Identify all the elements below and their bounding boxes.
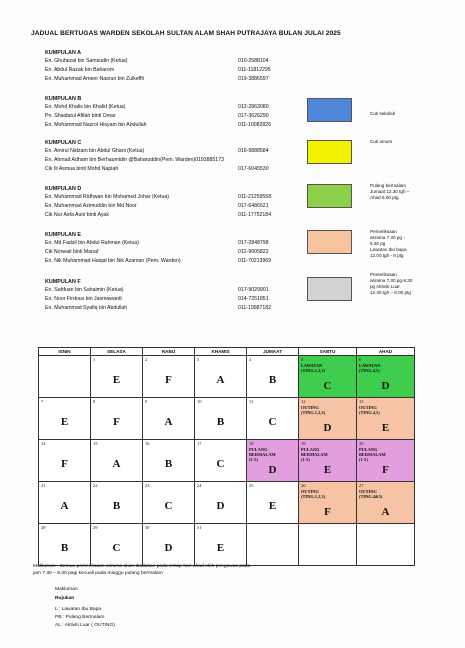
duty-group-letter: F — [382, 464, 389, 476]
duty-group-letter: B — [216, 416, 225, 428]
duty-calendar — [38, 347, 415, 566]
group-a — [45, 50, 345, 85]
day-number: 19 — [301, 441, 306, 446]
calendar-day-cell — [299, 482, 357, 524]
calendar-day-cell — [195, 356, 247, 398]
member-name: En. Ahmad Adham bin Berhaumidin @Baharuddin(Pem. Warden)0193885173 — [45, 157, 224, 163]
calendar-day-cell — [143, 482, 195, 524]
day-number: 17 — [197, 441, 202, 446]
day-number: 10 — [197, 399, 202, 404]
duty-group-letter: B — [112, 500, 121, 512]
legend-label: Pulang bermalam Jumaat 12.30 tgh – Ahad 6.00 ptg — [370, 183, 410, 200]
calendar-day-cell — [299, 440, 357, 482]
footer-item-lawatan: L : Lawatan Ibu Bapa — [55, 607, 102, 612]
day-number: 22 — [93, 483, 98, 488]
day-number: 13 — [359, 399, 364, 404]
legend-swatch — [307, 140, 352, 164]
calendar-week-row — [39, 524, 415, 566]
document-title: JADUAL BERTUGAS WARDEN SEKOLAH SULTAN ALAM SHAH PUTRAJAYA BULAN JULAI 2025 — [31, 30, 341, 37]
calendar-day-cell — [143, 524, 195, 566]
duty-group-letter: B — [60, 542, 69, 554]
member-phone: 012-2863080 — [238, 104, 269, 110]
calendar-day-cell — [39, 524, 91, 566]
member-row — [45, 194, 345, 203]
member-phone: 011-21259558 — [238, 194, 272, 200]
duty-group-letter: A — [112, 458, 121, 470]
day-number: 18 — [249, 441, 254, 446]
footer-item-aktiviti: AL : Aktiviti Luar ( OUTING) — [55, 623, 115, 628]
group-b — [45, 96, 345, 131]
day-header-khamis: KHAMIS — [195, 348, 247, 356]
day-activity-note: OUTING (TING.1,2,3) — [301, 489, 326, 499]
calendar-day-cell — [91, 356, 143, 398]
day-number: 26 — [301, 483, 306, 488]
member-row — [45, 113, 345, 122]
group-f — [45, 279, 345, 314]
member-phone: 011-19987182 — [238, 305, 272, 311]
member-phone: 019-3886597 — [238, 76, 269, 82]
member-row — [45, 76, 345, 85]
footer-makluman: Makluman — [55, 587, 78, 592]
legend-label: Pemeriksaan asrama 7.30 pg - 8.30 pg Lawatan Ibu bapa 12.00 tgh - 6 ptg — [370, 229, 407, 258]
day-number: 2 — [145, 357, 148, 362]
duty-group-letter: F — [113, 416, 120, 428]
footer-rujukan: Rujukan — [55, 596, 75, 601]
member-row — [45, 148, 345, 157]
duty-group-letter: A — [381, 506, 390, 518]
duty-group-letter: B — [164, 458, 173, 470]
day-number: 25 — [249, 483, 254, 488]
member-name: En. Mohammad Nazrol Hisyam bin Abdullah — [45, 122, 147, 128]
day-number: 29 — [93, 525, 98, 530]
day-number: 24 — [197, 483, 202, 488]
duty-group-letter: A — [164, 416, 173, 428]
day-activity-note: PULANG BERMALAM (1-5) — [301, 447, 328, 462]
member-phone: 016-9888584 — [238, 148, 269, 154]
calendar-day-cell — [39, 482, 91, 524]
calendar-day-cell — [247, 356, 299, 398]
calendar-empty-cell — [39, 356, 91, 398]
member-row — [45, 58, 345, 67]
calendar-day-cell — [143, 356, 195, 398]
duty-group-letter: D — [164, 542, 173, 554]
legend-swatch — [307, 98, 352, 122]
member-row — [45, 67, 345, 76]
duty-group-letter: E — [60, 416, 69, 428]
group-title: KUMPULAN B — [45, 96, 82, 102]
day-number: 16 — [145, 441, 150, 446]
member-row — [45, 258, 345, 267]
calendar-day-cell — [357, 482, 415, 524]
member-row — [45, 249, 345, 258]
member-phone: 012-9605822 — [238, 249, 269, 255]
day-number: 15 — [93, 441, 98, 446]
member-phone: 011-10082826 — [238, 122, 272, 128]
duty-group-letter: C — [112, 542, 121, 554]
duty-group-letter: C — [323, 380, 332, 392]
member-name: En. Sahfuan bin Sahaimin (Ketua) — [45, 287, 124, 293]
calendar-day-cell — [195, 482, 247, 524]
calendar-day-cell — [299, 398, 357, 440]
day-number: 7 — [41, 399, 44, 404]
legend-label: Cuti umum — [370, 139, 393, 144]
member-row — [45, 296, 345, 305]
member-name: En. Muhammad Azimuddin bin Md Noor — [45, 203, 137, 209]
duty-group-letter: A — [60, 500, 69, 512]
duty-group-letter: E — [112, 374, 121, 386]
duty-group-letter: C — [268, 416, 277, 428]
member-row — [45, 203, 345, 212]
notes-line-2: jam 7.30 – 8.30 pagi kecuali pada minggu pulang bermalam — [33, 571, 163, 576]
member-name: En. Muhammad Ameer Nasrun bin Zulkeffli — [45, 76, 144, 82]
calendar-day-cell — [247, 482, 299, 524]
day-activity-note: PULANG BERMALAM (1-5) — [249, 447, 276, 462]
calendar-day-cell — [357, 398, 415, 440]
member-row — [45, 305, 345, 314]
member-phone: 017-3626290 — [238, 113, 269, 119]
duty-group-letter: D — [268, 464, 277, 476]
day-header-sabtu: SABTU — [299, 348, 357, 356]
member-name: En. Nik Muhammad Haiqal bin Nik Azaman (Pem. Warden) — [45, 258, 181, 264]
member-row — [45, 104, 345, 113]
calendar-week-row — [39, 482, 415, 524]
calendar-empty-cell — [247, 524, 299, 566]
group-d — [45, 186, 345, 221]
calendar-day-cell — [195, 524, 247, 566]
calendar-week-row — [39, 398, 415, 440]
duty-group-letter: B — [268, 374, 277, 386]
member-row — [45, 287, 345, 296]
calendar-day-cell — [357, 356, 415, 398]
group-title: KUMPULAN E — [45, 232, 81, 238]
day-header-ahad: AHAD — [357, 348, 415, 356]
member-name: En. Mohd Khalis bin Khalid (Ketua) — [45, 104, 126, 110]
member-name: En. Muhammad Syafiq bin Abdullah — [45, 305, 128, 311]
day-number: 23 — [145, 483, 150, 488]
notes-line-1: Makluman : Semua pemeriksaan asrama akan diadakan pada setiap hari ahad oleh pengawas pada — [33, 564, 251, 569]
day-header-isnin: ISNIN — [39, 348, 91, 356]
day-header-rabu: RABU — [143, 348, 195, 356]
member-name: Pn. Shaidatul Afifah binti Omar — [45, 113, 116, 119]
day-number: 31 — [197, 525, 202, 530]
member-phone: 017-6045530 — [238, 166, 269, 172]
member-phone: 011-11812295 — [238, 67, 271, 73]
calendar-day-cell — [91, 524, 143, 566]
member-row — [45, 212, 345, 221]
duty-group-letter: C — [216, 458, 225, 470]
calendar-day-cell — [39, 440, 91, 482]
duty-group-letter: E — [268, 500, 277, 512]
calendar-empty-cell — [299, 524, 357, 566]
member-row — [45, 122, 345, 131]
day-activity-note: OUTING (TING.4&5) — [359, 489, 383, 499]
calendar-empty-cell — [357, 524, 415, 566]
day-number: 12 — [301, 399, 306, 404]
calendar-day-cell — [357, 440, 415, 482]
duty-group-letter: E — [323, 464, 332, 476]
calendar-week-row — [39, 356, 415, 398]
duty-group-letter: D — [216, 500, 225, 512]
member-row — [45, 166, 345, 175]
member-name: Cik Norwati binti Manaf — [45, 249, 99, 255]
day-number: 9 — [145, 399, 148, 404]
day-number: 27 — [359, 483, 364, 488]
group-title: KUMPULAN C — [45, 140, 82, 146]
day-header-jumaat: JUMAAT — [247, 348, 299, 356]
member-phone: 011-17752184 — [238, 212, 272, 218]
calendar-day-cell — [299, 356, 357, 398]
calendar-day-cell — [143, 440, 195, 482]
member-name: Cik Ili Asmua binti Mohd Napiah — [45, 166, 119, 172]
day-activity-note: OUTING (TING.1,2,3) — [301, 405, 326, 415]
legend-label: Cuti sekolah — [370, 111, 396, 116]
day-number: 3 — [197, 357, 200, 362]
calendar-day-cell — [39, 398, 91, 440]
member-phone: 010-2588104 — [238, 58, 269, 64]
duty-group-letter: D — [323, 422, 332, 434]
day-number: 5 — [301, 357, 304, 362]
member-row — [45, 240, 345, 249]
notes — [33, 562, 443, 578]
day-number: 11 — [249, 399, 254, 404]
member-name: En. Noor Firdous bin Jasmawardi — [45, 296, 122, 302]
group-title: KUMPULAN F — [45, 279, 81, 285]
member-name: En. Md Fadzil bin Abdul Rahman (Ketua) — [45, 240, 139, 246]
duty-group-letter: D — [381, 380, 390, 392]
member-phone: 011-70213969 — [238, 258, 272, 264]
day-number: 4 — [249, 357, 252, 362]
day-activity-note: LAWATAN (TING.1,2,3) — [301, 363, 326, 373]
calendar-day-cell — [91, 440, 143, 482]
calendar-day-cell — [91, 398, 143, 440]
calendar-day-cell — [195, 398, 247, 440]
group-c — [45, 140, 345, 175]
legend-swatch — [307, 230, 352, 254]
calendar-day-cell — [247, 398, 299, 440]
calendar-week-row — [39, 440, 415, 482]
day-activity-note: PULANG BERMALAM (1-5) — [359, 447, 386, 462]
calendar-day-cell — [143, 398, 195, 440]
legend-swatch — [307, 277, 352, 301]
duty-group-letter: A — [216, 374, 225, 386]
member-phone: 014-7251851 — [238, 296, 269, 302]
group-e — [45, 232, 345, 267]
member-name: Cik Nur Asfa Auni binti Ayak — [45, 212, 109, 218]
member-name: En. Amirul Nidzam bin Abdul Ghani (Ketua) — [45, 148, 145, 154]
calendar-day-cell — [195, 440, 247, 482]
member-phone: 017-2848798 — [238, 240, 269, 246]
legend-label: Pemeriksaan asrama 7.30 pg-8.30 pg Aktiviti Luar 12.30 tgh – 6.00 ptg — [370, 272, 413, 295]
calendar-day-cell — [247, 440, 299, 482]
member-name: En. Ghufaizal bin Samsudin (Ketua) — [45, 58, 128, 64]
duty-group-letter: C — [164, 500, 173, 512]
duty-group-letter: F — [165, 374, 172, 386]
duty-group-letter: F — [61, 458, 68, 470]
day-number: 6 — [359, 357, 362, 362]
day-number: 30 — [145, 525, 150, 530]
day-number: 1 — [93, 357, 96, 362]
member-row — [45, 157, 345, 166]
day-activity-note: LAWATAN (TING.4,5) — [359, 363, 381, 373]
day-header-selasa: SELASA — [91, 348, 143, 356]
day-activity-note: OUTING (TING.4,5) — [359, 405, 380, 415]
member-name: En. Abdul Razak bin Baharom — [45, 67, 115, 73]
day-number: 14 — [41, 441, 46, 446]
member-phone: 017-6486521 — [238, 203, 269, 209]
duty-group-letter: E — [216, 542, 225, 554]
calendar-header-row — [39, 348, 415, 356]
legend-swatch — [307, 184, 352, 208]
day-number: 28 — [41, 525, 46, 530]
group-title: KUMPULAN A — [45, 50, 82, 56]
duty-group-letter: F — [324, 506, 331, 518]
member-name: En. Muhammad Ridhwan bin Mohamed Johar (Ketua) — [45, 194, 169, 200]
member-phone: 017-9029901 — [238, 287, 269, 293]
group-title: KUMPULAN D — [45, 186, 82, 192]
day-number: 20 — [359, 441, 364, 446]
calendar-day-cell — [91, 482, 143, 524]
day-number: 21 — [41, 483, 46, 488]
footer-item-pulang: PB : Pulang Bermalam — [55, 615, 105, 620]
day-number: 8 — [93, 399, 96, 404]
duty-group-letter: E — [381, 422, 390, 434]
